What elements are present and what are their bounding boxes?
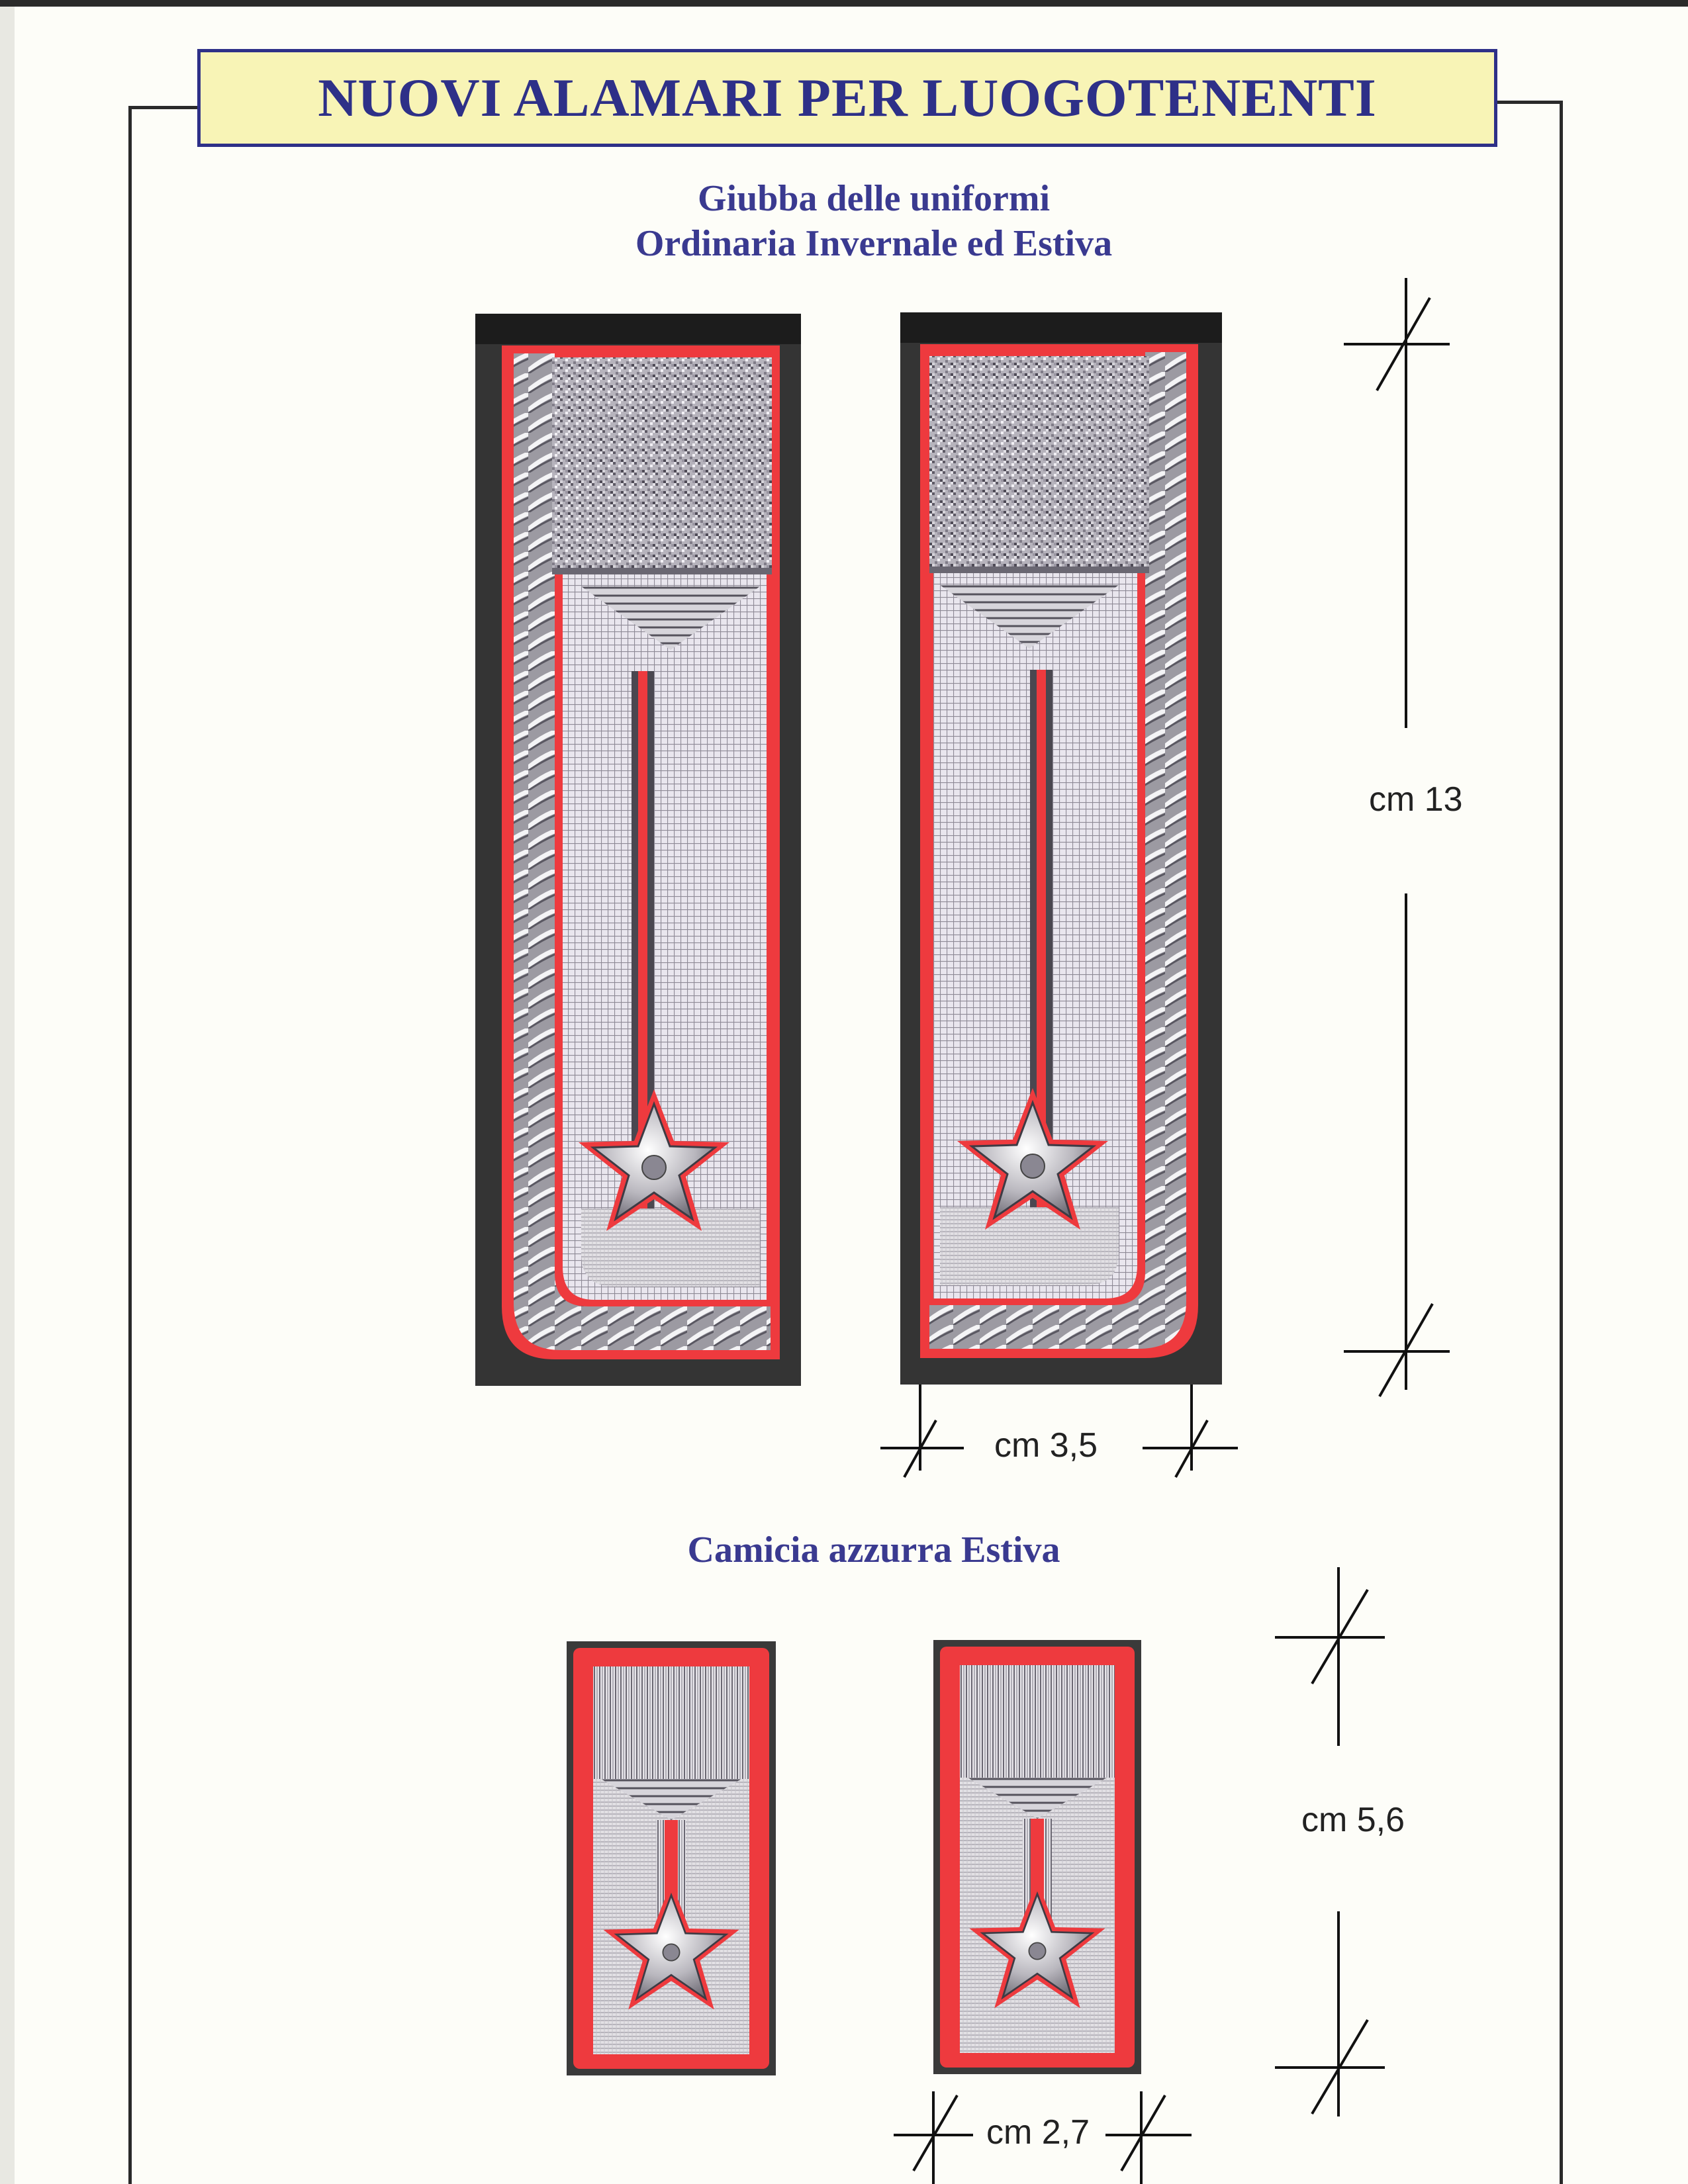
height-dimension-1: [1331, 271, 1470, 1396]
title-banner: [197, 49, 1497, 147]
height-dimension-2: [1271, 1567, 1403, 2116]
section1-heading-line2: Ordinaria Invernale ed Estiva: [635, 223, 1113, 264]
frame-top-left: [128, 106, 199, 109]
frame-right: [1560, 101, 1563, 2184]
left-shirt-patch: [567, 1641, 776, 2075]
scan-top-edge: [0, 0, 1688, 7]
section1-heading-line1: Giubba delle uniformi: [697, 178, 1051, 219]
height-label-2: cm 5,6: [1301, 1801, 1405, 1839]
scan-edge: [0, 0, 15, 2184]
page-title: NUOVI ALAMARI PER LUOGOTENENTI: [318, 68, 1377, 128]
height-label-1: cm 13: [1369, 780, 1463, 819]
left-collar-patch: [475, 314, 801, 1386]
width-label-1: cm 3,5: [994, 1426, 1098, 1465]
section2-heading: Camicia azzurra Estiva: [687, 1529, 1060, 1570]
right-collar-patch: [900, 312, 1222, 1385]
width-label-2: cm 2,7: [986, 2113, 1090, 2152]
frame-left: [128, 106, 132, 2184]
frame-top-right: [1496, 101, 1562, 104]
right-shirt-patch: [933, 1640, 1141, 2074]
